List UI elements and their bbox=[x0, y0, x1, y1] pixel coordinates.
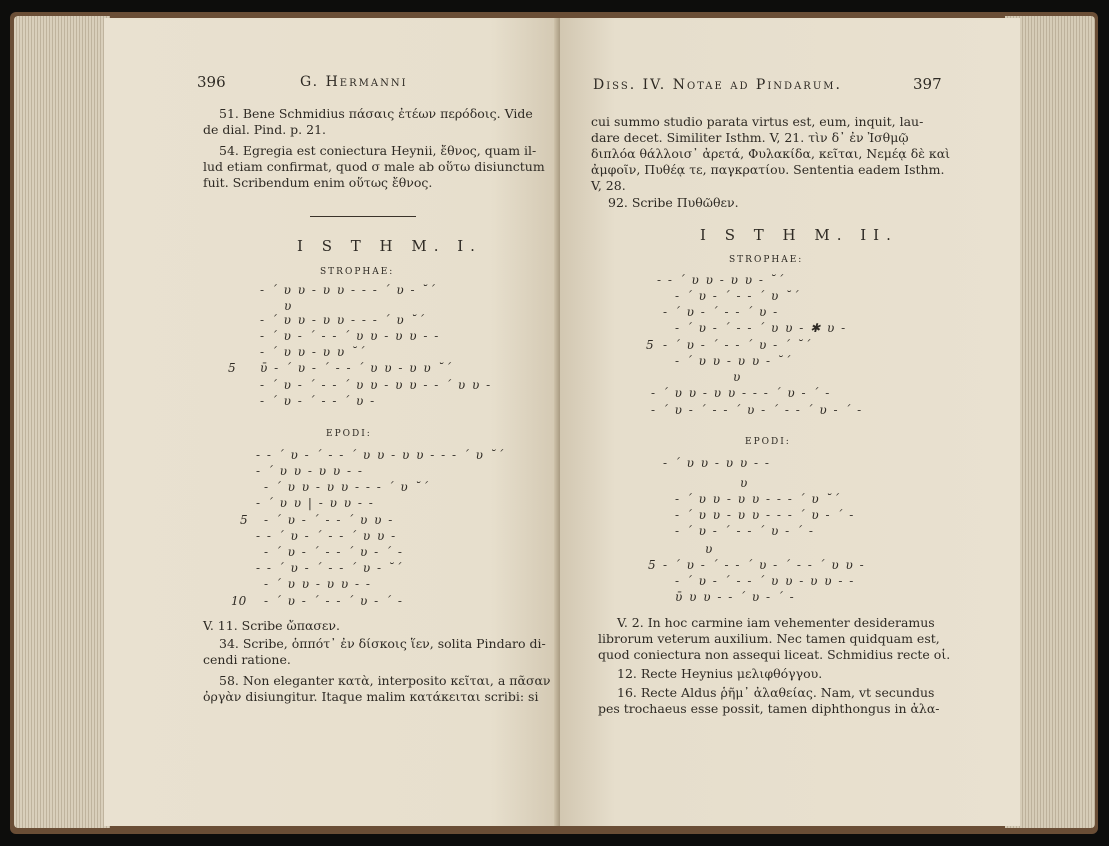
note-line: V, 28. bbox=[591, 178, 626, 193]
left-page bbox=[104, 18, 559, 826]
metre-line: υ bbox=[284, 299, 293, 313]
epodi-label: EPODI: bbox=[745, 437, 791, 447]
note-line: de dial. Pind. p. 21. bbox=[203, 122, 327, 137]
metre-line: - ´ υ - ´ - - ´ υ - ´ - bbox=[675, 524, 815, 538]
note-line: librorum veterum auxilium. Nec tamen quidquam est, bbox=[598, 631, 940, 646]
metre-line: υ bbox=[733, 370, 742, 384]
note-line: 12. Recte Heynius μελιφθόγγου. bbox=[617, 666, 823, 681]
line-number: 5 bbox=[240, 513, 248, 527]
running-head: Diss. IV. Notae ad Pindarum. bbox=[593, 77, 842, 93]
metre-line: - ´ υ υ - υ υ - ˘´ bbox=[675, 354, 792, 368]
note-line: διπλόα θάλλοισ᾽ ἀρετά, Φυλακίδα, κεῖται, Νεμέᾳ δὲ καὶ bbox=[591, 146, 951, 161]
note-line: pes trochaeus esse possit, tamen diphthongus in ἀλα- bbox=[598, 701, 940, 716]
metre-line: - - ´ υ υ - υ υ - ˘´ bbox=[657, 273, 785, 287]
metre-line: ῡ υ υ - - ´ υ - ´ - bbox=[675, 590, 796, 604]
metre-line: - ´ υ υ - υ υ - - bbox=[256, 464, 364, 478]
metre-line: ῡ - ´ υ - ´ - - ´ υ υ - υ υ ˘´ bbox=[260, 361, 453, 375]
metre-line: - ´ υ - ´ - - ´ υ - bbox=[663, 305, 779, 319]
metre-line: - ´ υ - ´ - - ´ υ υ - υ υ - - bbox=[260, 329, 440, 343]
section-rule bbox=[310, 216, 416, 217]
metre-line: - ´ υ υ - υ υ - - - ´ υ ˘´ bbox=[675, 492, 841, 506]
right-page bbox=[560, 18, 1020, 826]
metre-line: - ´ υ υ | - υ υ - - bbox=[256, 496, 375, 510]
metre-line: - - ´ υ - ´ - - ´ υ υ - υ υ - - - ´ υ ˘´ bbox=[256, 448, 505, 462]
metre-line: - ´ υ - ´ - - ´ υ - ´ - bbox=[264, 594, 404, 608]
metre-line: - ´ υ - ´ - - ´ υ υ - ✱ υ - bbox=[675, 321, 847, 335]
page-number: 396 bbox=[197, 73, 226, 91]
section-title: I S T H M. II. bbox=[700, 226, 898, 244]
metre-line: - ´ υ - ´ - - ´ υ υ - υ υ - - bbox=[675, 574, 855, 588]
metre-line: - ´ υ - ´ - - ´ υ - ´ - bbox=[264, 545, 404, 559]
note-line: lud etiam confirmat, quod σ male ab οὕτω disiunctum bbox=[203, 159, 545, 174]
line-number: 5 bbox=[228, 361, 236, 375]
metre-line: - ´ υ - ´ - - ´ υ - bbox=[260, 394, 376, 408]
metre-line: - ´ υ υ - υ υ - - - ´ υ ˘´ bbox=[264, 480, 430, 494]
metre-line: - - ´ υ - ´ - - ´ υ - ˘´ bbox=[256, 561, 403, 575]
line-number: 5 bbox=[648, 558, 656, 572]
metre-line: - - ´ υ - ´ - - ´ υ υ - bbox=[256, 529, 397, 543]
metre-line: - ´ υ υ - υ υ - - - ´ υ - ´ - bbox=[651, 386, 831, 400]
metre-line: - ´ υ υ - υ υ ˘´ bbox=[260, 345, 366, 359]
metre-line: - ´ υ - ´ - - ´ υ ˘´ bbox=[675, 289, 801, 303]
note-line: V. 2. In hoc carmine iam vehementer desideramus bbox=[617, 615, 935, 630]
note-line: quod coniectura non assequi liceat. Schmidius recte οἱ. bbox=[598, 647, 951, 662]
metre-line: - ´ υ υ - υ υ - - bbox=[663, 456, 771, 470]
metre-line: - ´ υ - ´ - - ´ υ - ´ - - ´ υ - ´ - bbox=[651, 403, 863, 417]
section-title: I S T H M. I. bbox=[297, 237, 482, 255]
note-line: ὀργὰν disiungitur. Itaque malim κατάκειται scribi: si bbox=[203, 689, 539, 704]
strophe-label: STROPHAE: bbox=[320, 267, 395, 277]
note-line: 34. Scribe, ὁππότ᾽ ἐν δίσκοις ἵεν, solita Pindaro di- bbox=[219, 636, 546, 651]
metre-line: - ´ υ - ´ - - ´ υ - ´ - - ´ υ υ - bbox=[663, 558, 866, 572]
note-line: dare decet. Similiter Isthm. V, 21. τὶν δ᾽ ἐν Ἰσθμῷ bbox=[591, 130, 909, 145]
note-line: ἀμφοῖν, Πυθέᾳ τε, παγκρατίου. Sententia eadem Isthm. bbox=[591, 162, 945, 177]
metre-line: υ bbox=[740, 476, 749, 490]
line-number: 5 bbox=[646, 338, 654, 352]
note-line: V. 11. Scribe ὤπασεν. bbox=[203, 618, 340, 633]
metre-line: - ´ υ - ´ - - ´ υ υ - bbox=[264, 513, 394, 527]
left-page-edges bbox=[14, 16, 110, 828]
strophe-label: STROPHAE: bbox=[729, 255, 804, 265]
metre-line: - ´ υ υ - υ υ - - - ´ υ - ´ - bbox=[675, 508, 855, 522]
line-number: 10 bbox=[231, 594, 247, 608]
running-head: G. Hermanni bbox=[300, 74, 408, 90]
epodi-label: EPODI: bbox=[326, 429, 372, 439]
metre-line: - ´ υ υ - υ υ - - - ´ υ - ˘´ bbox=[260, 283, 437, 297]
note-line: 54. Egregia est coniectura Heynii, ἔθνος, quam il- bbox=[219, 143, 537, 158]
metre-line: υ bbox=[705, 542, 714, 556]
metre-line: - ´ υ υ - υ υ - - - ´ υ ˘´ bbox=[260, 313, 426, 327]
note-line: 92. Scribe Πυθῶθεν. bbox=[608, 195, 739, 210]
page-number: 397 bbox=[913, 75, 942, 93]
metre-line: - ´ υ - ´ - - ´ υ - ´ ˘´ bbox=[663, 338, 812, 352]
note-line: 51. Bene Schmidius πάσαις ἐτέων περόδοις. Vide bbox=[219, 106, 533, 121]
metre-line: - ´ υ - ´ - - ´ υ υ - υ υ - - ´ υ υ - bbox=[260, 378, 492, 392]
note-line: cui summo studio parata virtus est, eum, inquit, lau- bbox=[591, 114, 924, 129]
note-line: 58. Non eleganter κατὰ, interposito κεῖται, a πᾶσαν bbox=[219, 673, 551, 688]
note-line: cendi ratione. bbox=[203, 652, 291, 667]
note-line: 16. Recte Aldus ῥῆμ᾽ ἀλαθείας. Nam, vt secundus bbox=[617, 685, 935, 700]
metre-line: - ´ υ υ - υ υ - - bbox=[264, 577, 372, 591]
note-line: fuit. Scribendum enim οὕτως ἔθνος. bbox=[203, 175, 433, 190]
